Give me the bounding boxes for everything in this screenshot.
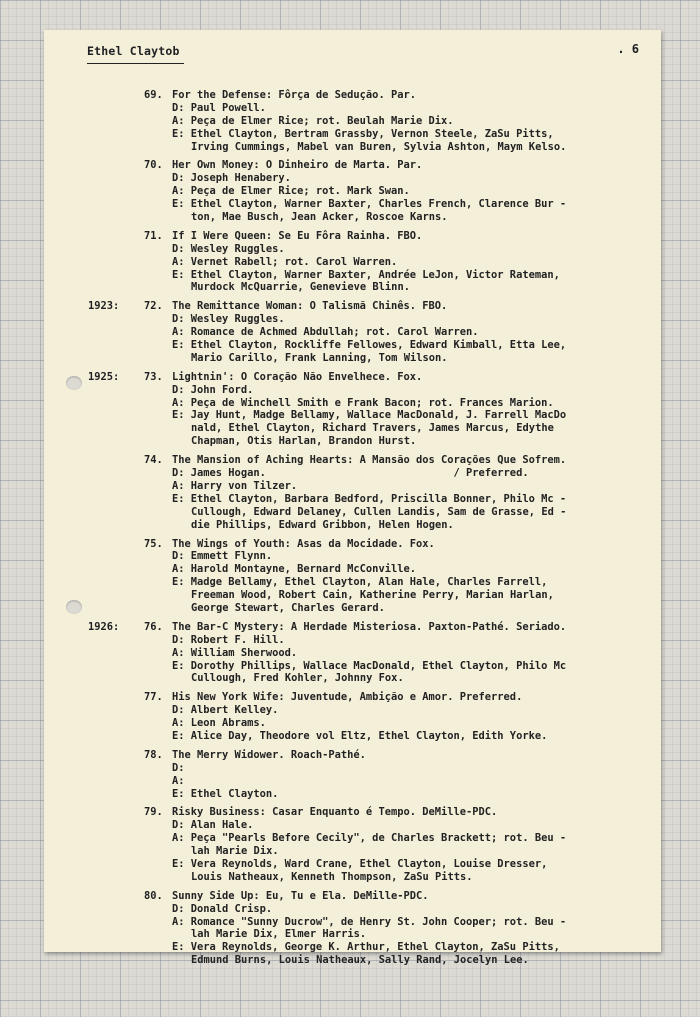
credit-line-continued: Mario Carillo, Frank Lanning, Tom Wilson. (191, 351, 448, 364)
credit-line: E: Ethel Clayton, Rockliffe Fellowes, Edward Kimball, Etta Lee, (172, 339, 567, 352)
film-title: If I Were Queen: Se Eu Fôra Rainha. FBO. (172, 229, 423, 242)
film-title: Risky Business: Casar Enquanto é Tempo. DeMille-PDC. (172, 806, 498, 819)
credit-line: E: Alice Day, Theodore vol Eltz, Ethel Clayton, Edith Yorke. (172, 729, 548, 742)
credit-line-continued: Cullough, Edward Delaney, Cullen Landis, Sam de Grasse, Ed - (191, 505, 567, 518)
entry-number: 78. (144, 748, 163, 761)
credit-line: D: James Hogan. / Preferred. (172, 467, 529, 480)
credit-line: E: Jay Hunt, Madge Bellamy, Wallace MacDonald, J. Farrell MacDo (172, 409, 567, 422)
film-entry (44, 538, 661, 615)
credit-line: A: Peça de Elmer Rice; rot. Beulah Marie Dix. (172, 114, 454, 127)
credit-line: E: Ethel Clayton, Barbara Bedford, Priscilla Bonner, Philo Mc - (172, 492, 567, 505)
credit-line: A: Romance "Sunny Ducrow", de Henry St. John Cooper; rot. Beu - (172, 915, 567, 928)
credit-line: D: Albert Kelley. (172, 704, 279, 717)
credit-line: A: Leon Abrams. (172, 717, 266, 730)
credit-line: E: Ethel Clayton, Warner Baxter, Charles French, Clarence Bur - (172, 198, 567, 211)
credit-line: E: Vera Reynolds, Ward Crane, Ethel Clayton, Louise Dresser, (172, 857, 548, 870)
credit-line: A: William Sherwood. (172, 646, 298, 659)
credit-line: E: Dorothy Phillips, Wallace MacDonald, Ethel Clayton, Philo Mc (172, 659, 567, 672)
credit-line: D: Emmett Flynn. (172, 550, 273, 563)
film-title: Her Own Money: O Dinheiro de Marta. Par. (172, 159, 423, 172)
page-number-value: 6 (631, 42, 639, 56)
credit-line: E: Ethel Clayton. (172, 787, 279, 800)
film-title: His New York Wife: Juventude, Ambição e Amor. Preferred. (172, 691, 523, 704)
credit-line-continued: die Phillips, Edward Gribbon, Helen Hogen. (191, 518, 454, 531)
credit-line-continued: Edmund Burns, Louis Natheaux, Sally Rand, Jocelyn Lee. (191, 954, 529, 967)
credit-line: D: Alan Hale. (172, 819, 254, 832)
page-number: . 6 (617, 42, 639, 56)
credit-line: E: Ethel Clayton, Warner Baxter, Andrée LeJon, Victor Rateman, (172, 268, 560, 281)
film-entry (44, 806, 661, 883)
film-title: The Wings of Youth: Asas da Mocidade. Fox. (172, 537, 435, 550)
film-title: For the Defense: Fôrça de Sedução. Par. (172, 89, 416, 101)
credit-line-continued: ton, Mae Busch, Jean Acker, Roscoe Karns. (191, 211, 448, 224)
film-entry (44, 749, 661, 801)
credit-line-continued: Louis Natheaux, Kenneth Thompson, ZaSu Pitts. (191, 870, 473, 883)
entry-number: 76. (144, 620, 163, 633)
entry-number: 77. (144, 691, 163, 704)
entry-number: 79. (144, 806, 163, 819)
credit-line: E: Madge Bellamy, Ethel Clayton, Alan Hale, Charles Farrell, (172, 576, 548, 589)
year-label: 1925: (88, 370, 120, 383)
credit-line: A: Peça de Elmer Rice; rot. Mark Swan. (172, 185, 410, 198)
film-entry (44, 300, 661, 364)
film-entry (44, 890, 661, 967)
entry-number: 72. (144, 300, 163, 313)
film-title: The Remittance Woman: O Talismã Chinês. FBO. (172, 300, 448, 313)
film-title: Lightnin': O Coração Não Envelhece. Fox. (172, 370, 423, 383)
credit-line: A: Harry von Tilzer. (172, 479, 298, 492)
credit-line: E: Ethel Clayton, Bertram Grassby, Vernon Steele, ZaSu Pitts, (172, 127, 554, 140)
film-title: The Bar-C Mystery: A Herdade Misteriosa. Paxton-Pathé. Seriado. (172, 620, 567, 633)
film-entry (44, 454, 661, 531)
credit-line: A: Romance de Achmed Abdullah; rot. Carol Warren. (172, 326, 479, 339)
film-title: Sunny Side Up: Eu, Tu e Ela. DeMille-PDC. (172, 889, 429, 902)
credit-line-continued: Chapman, Otis Harlan, Brandon Hurst. (191, 435, 417, 448)
credit-line: E: Vera Reynolds, George K. Arthur, Ethel Clayton, ZaSu Pitts, (172, 941, 560, 954)
credit-line-continued: Cullough, Fred Kohler, Johnny Fox. (191, 672, 404, 685)
film-entry (44, 159, 661, 223)
credit-line-continued: George Stewart, Charles Gerard. (191, 601, 385, 614)
credit-line-continued: Freeman Wood, Robert Cain, Katherine Perry, Marian Harlan, (191, 589, 554, 602)
credit-line: D: Paul Powell. (172, 101, 266, 114)
credit-line: D: John Ford. (172, 383, 254, 396)
entry-number: 73. (144, 370, 163, 383)
filmography-list (44, 89, 661, 973)
credit-line: A: Harold Montayne, Bernard McConville. (172, 563, 416, 576)
credit-line: D: Donald Crisp. (172, 902, 273, 915)
entry-number: 74. (144, 454, 163, 467)
credit-line: D: (172, 761, 185, 774)
entry-number: 80. (144, 889, 163, 902)
credit-line: A: (172, 774, 185, 787)
credit-line-continued: Irving Cummings, Mabel van Buren, Sylvia Ashton, Maym Kelso. (191, 140, 567, 153)
credit-line: D: Wesley Ruggles. (172, 313, 285, 326)
entry-number: 71. (144, 229, 163, 242)
credit-line: A: Peça "Pearls Before Cecily", de Charles Brackett; rot. Beu - (172, 832, 567, 845)
credit-line-continued: lah Marie Dix, Elmer Harris. (191, 928, 367, 941)
credit-line: A: Vernet Rabell; rot. Carol Warren. (172, 255, 398, 268)
credit-line: D: Wesley Ruggles. (172, 242, 285, 255)
entry-number: 75. (144, 537, 163, 550)
document-page (44, 30, 661, 967)
year-label: 1923: (88, 300, 120, 313)
credit-line-continued: Murdock McQuarrie, Genevieve Blinn. (191, 281, 410, 294)
header-name: Ethel Claytob (87, 44, 184, 64)
film-title: The Mansion of Aching Hearts: A Mansão dos Corações Que Sofrem. (172, 454, 567, 467)
film-entry (44, 230, 661, 294)
film-title: The Merry Widower. Roach-Pathé. (172, 748, 366, 761)
credit-line: D: Joseph Henabery. (172, 172, 291, 185)
entry-number: 69. (144, 89, 163, 101)
film-entry (44, 89, 661, 153)
film-entry (44, 621, 661, 685)
credit-line-continued: nald, Ethel Clayton, Richard Travers, James Marcus, Edythe (191, 422, 554, 435)
year-label: 1926: (88, 620, 120, 633)
entry-number: 70. (144, 159, 163, 172)
film-entry (44, 691, 661, 743)
credit-line: D: Robert F. Hill. (172, 633, 285, 646)
credit-line-continued: lah Marie Dix. (191, 845, 279, 858)
credit-line: A: Peça de Winchell Smith e Frank Bacon; rot. Frances Marion. (172, 396, 554, 409)
film-entry (44, 371, 661, 448)
